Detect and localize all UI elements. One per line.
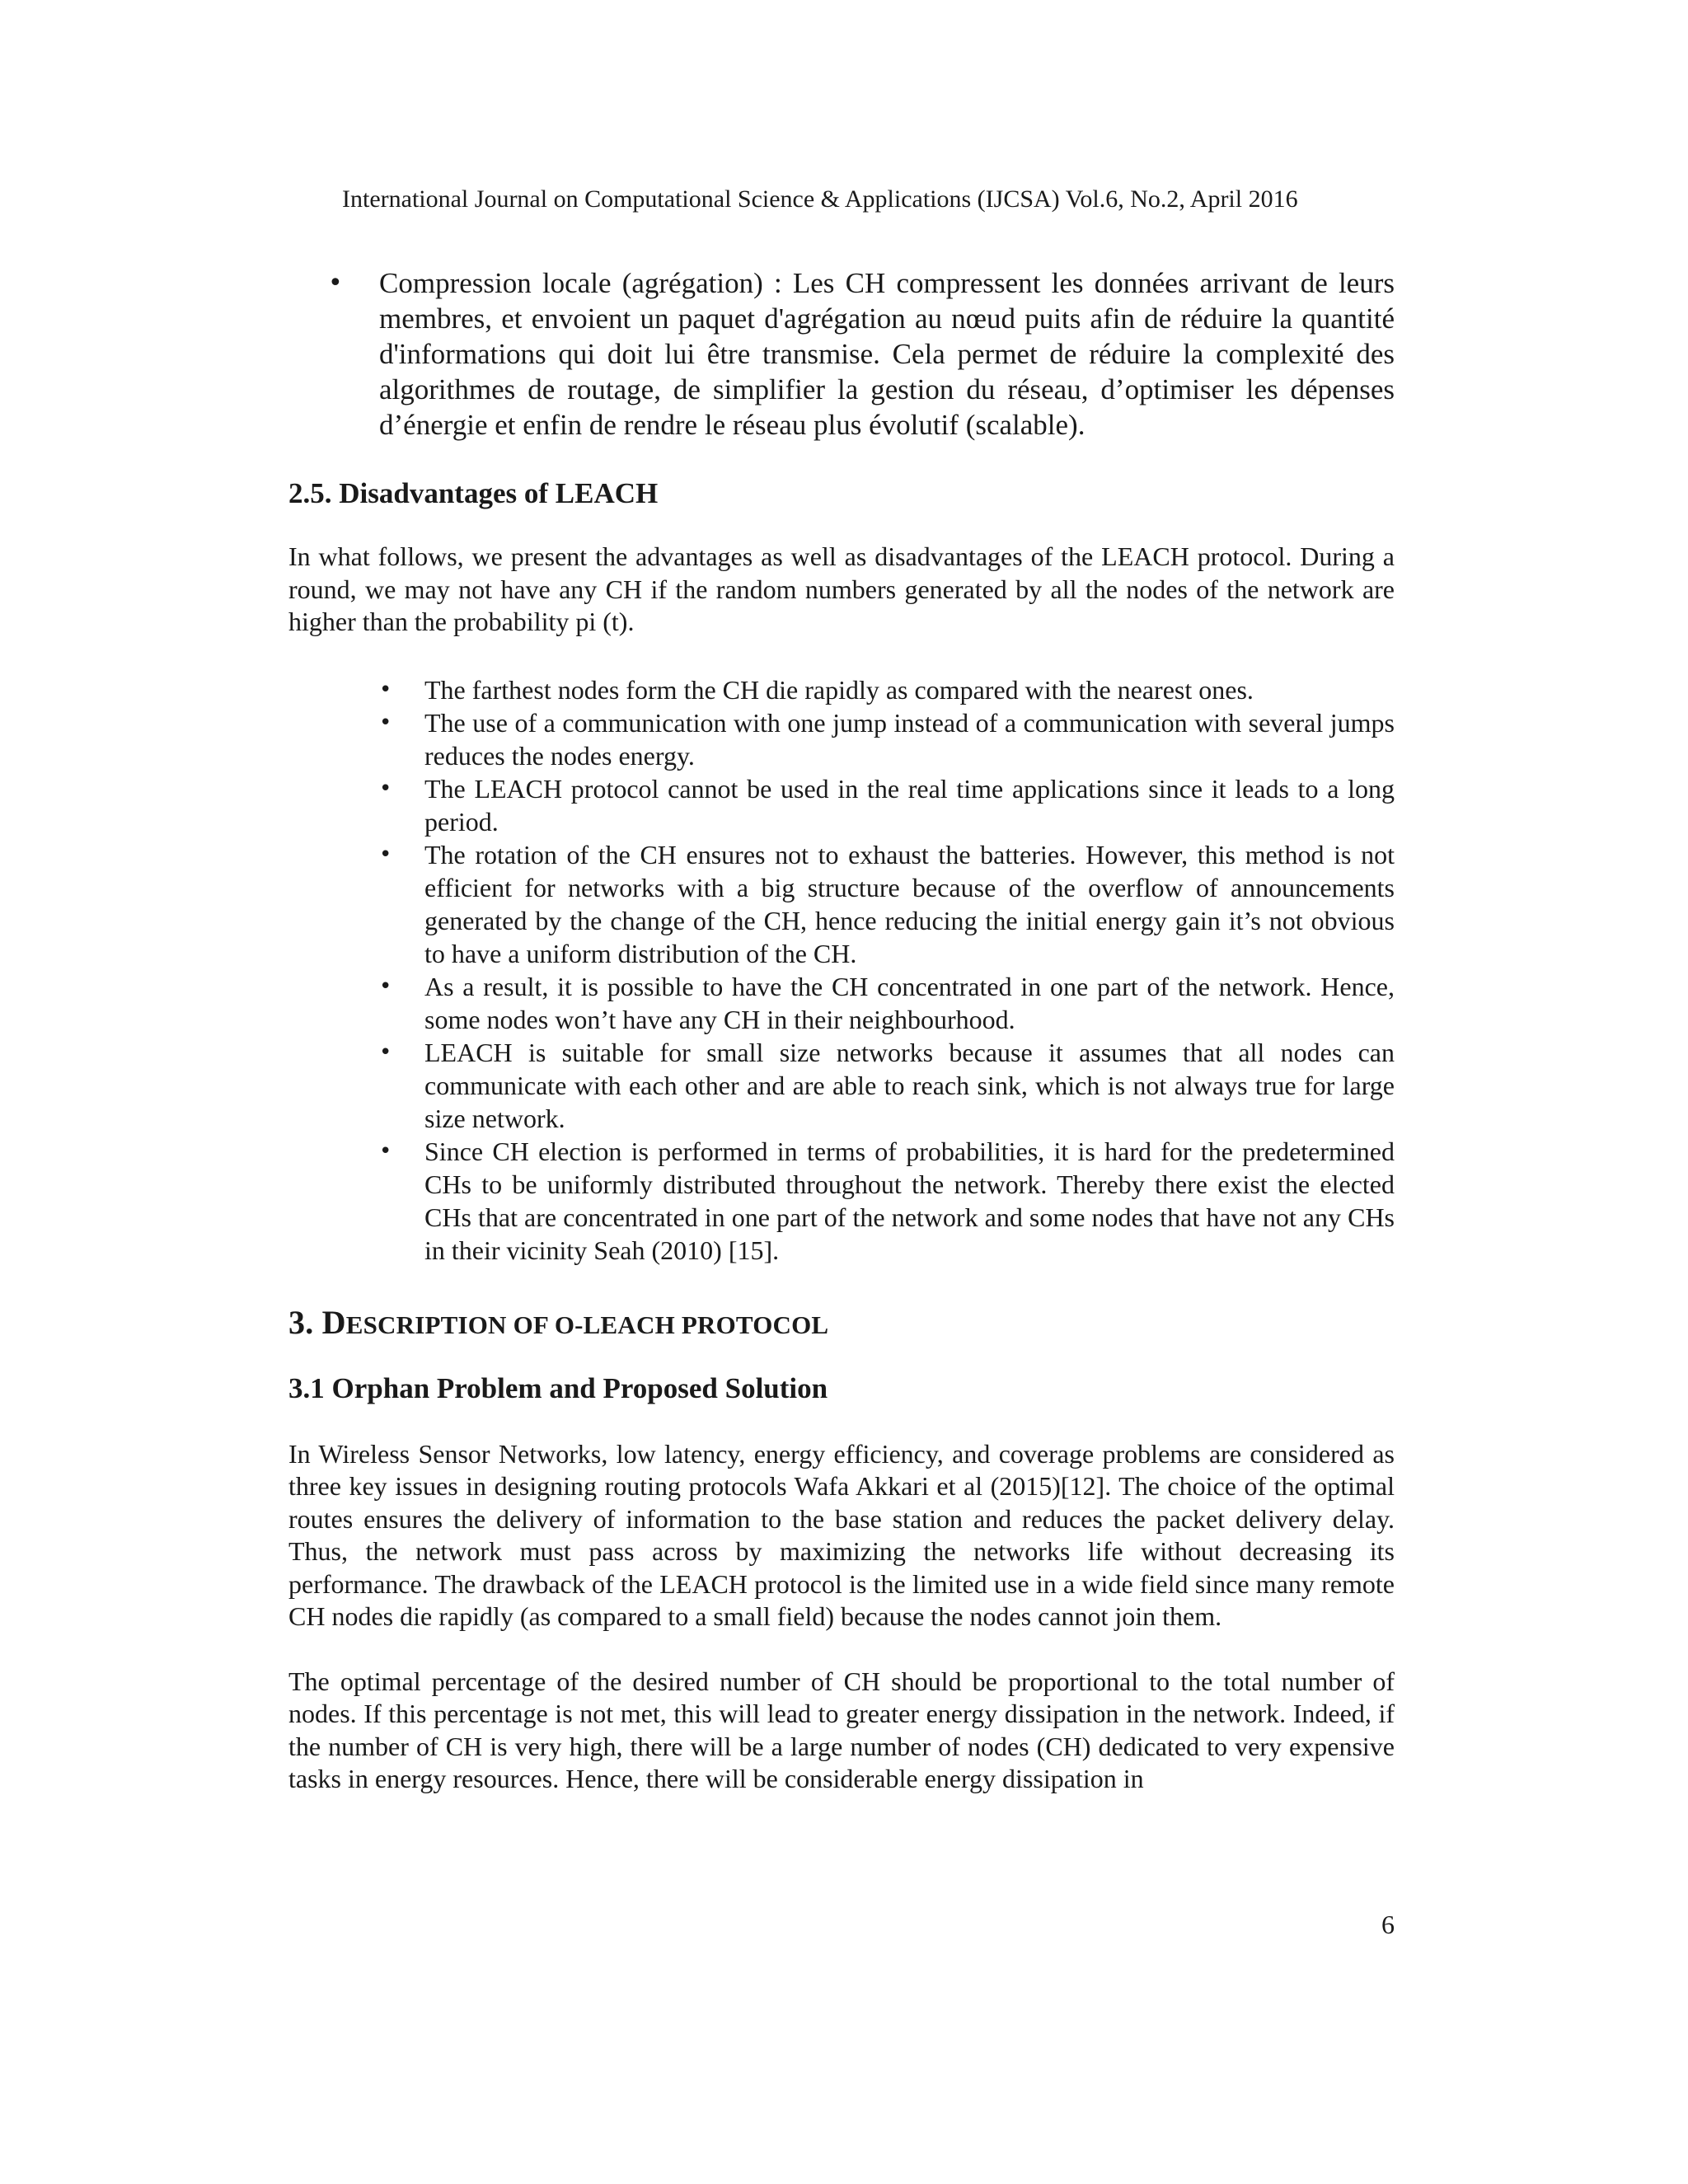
section-2-5-paragraph: In what follows, we present the advantages as well as disadvantages of the LEACH protocol. During a round, we may not have any CH if the random numbers generated by all the nodes of the network are higher than the probability pi (t). bbox=[288, 541, 1395, 636]
list-item bbox=[379, 706, 1395, 772]
bullet-icon: • bbox=[379, 776, 392, 801]
list-item bbox=[379, 838, 1395, 970]
list-item bbox=[328, 265, 1395, 443]
running-header: International Journal on Computational Science & Applications (IJCSA) Vol.6, No.2, April 2016 bbox=[342, 185, 1298, 213]
list-item-text: Compression locale (agrégation) : Les CH compressent les données arrivant de leurs membres, et envoient un paquet d'agrégation au nœud puits afin de réduire la quantité d'informations qui doit lui être transmise. Cela permet de réduire la complexité des algorithmes de routage, de simplifier la gestion du réseau, d’optimiser les dépenses d’énergie et enfin de rendre le réseau plus évolutif (scalable). bbox=[379, 267, 1395, 441]
page-body bbox=[288, 265, 1395, 1796]
bullet-icon: • bbox=[379, 1039, 392, 1065]
list-item-text: LEACH is suitable for small size networks because it assumes that all nodes can communicate with each other and are able to reach sink, which is not always true for large size network. bbox=[424, 1037, 1395, 1133]
bullet-icon: • bbox=[379, 1138, 392, 1164]
list-item-text: The LEACH protocol cannot be used in the real time applications since it leads to a long period. bbox=[424, 773, 1395, 837]
list-item bbox=[379, 1135, 1395, 1267]
section-heading-3 bbox=[288, 1302, 1395, 1346]
section-3-1-paragraph-1: In Wireless Sensor Networks, low latency, energy efficiency, and coverage problems are considered as three key issues in designing routing protocols Wafa Akkari et al (2015)[12]. The choice of the optimal routes ensures the delivery of information to the base station and reduces the packet delivery delay. Thus, the network must pass across by maximizing the networks life without decreasing its performance. The drawback of the LEACH protocol is the limited use in a wide field since many remote CH nodes die rapidly (as compared to a small field) because the nodes cannot join them. bbox=[288, 1438, 1395, 1631]
list-item-text: The farthest nodes form the CH die rapidly as compared with the nearest ones. bbox=[424, 674, 1254, 705]
list-item-text: The rotation of the CH ensures not to exhaust the batteries. However, this method is not efficient for networks with a big structure because of the overflow of announcements generated by the change of the CH, hence reducing the initial energy gain it’s not obvious to have a uniform distribution of the CH. bbox=[424, 839, 1395, 968]
bullet-icon: • bbox=[379, 677, 392, 702]
list-item-text: The use of a communication with one jump instead of a communication with several jumps reduces the nodes energy. bbox=[424, 707, 1395, 771]
intro-bullet-list bbox=[328, 265, 1395, 443]
section-number: 3. bbox=[288, 1303, 314, 1341]
section-title-initial: D bbox=[321, 1303, 346, 1341]
section-title-small-caps: ESCRIPTION OF O-LEACH PROTOCOL bbox=[345, 1310, 829, 1339]
bullet-icon: • bbox=[379, 841, 392, 867]
bullet-icon: • bbox=[328, 269, 343, 298]
section-heading-2-5: 2.5. Disadvantages of LEACH bbox=[288, 477, 659, 509]
page-number: 6 bbox=[1381, 1910, 1395, 1939]
list-item-text: As a result, it is possible to have the CH concentrated in one part of the network. Hence, some nodes won’t have any CH in their neighbourhood. bbox=[424, 971, 1395, 1034]
section-heading-3-1: 3.1 Orphan Problem and Proposed Solution bbox=[288, 1371, 828, 1404]
list-item bbox=[379, 772, 1395, 838]
bullet-icon: • bbox=[379, 973, 392, 999]
list-item bbox=[379, 970, 1395, 1036]
list-item-text: Since CH election is performed in terms of probabilities, it is hard for the predetermined CHs to be uniformly distributed throughout the network. Thereby there exist the elected CHs that are concentrated in one part of the network and some nodes that have not any CHs in their vicinity Seah (2010) [15]. bbox=[424, 1136, 1395, 1265]
section-3-1-paragraph-2: The optimal percentage of the desired number of CH should be proportional to the total number of nodes. If this percentage is not met, this will lead to greater energy dissipation in the network. Indeed, if the number of CH is very high, there will be a large number of nodes (CH) dedicated to very expensive tasks in energy resources. Hence, there will be considerable energy dissipation in bbox=[288, 1666, 1395, 1793]
disadvantages-list bbox=[379, 673, 1395, 1267]
bullet-icon: • bbox=[379, 710, 392, 735]
list-item bbox=[379, 1036, 1395, 1135]
list-item bbox=[379, 673, 1395, 706]
